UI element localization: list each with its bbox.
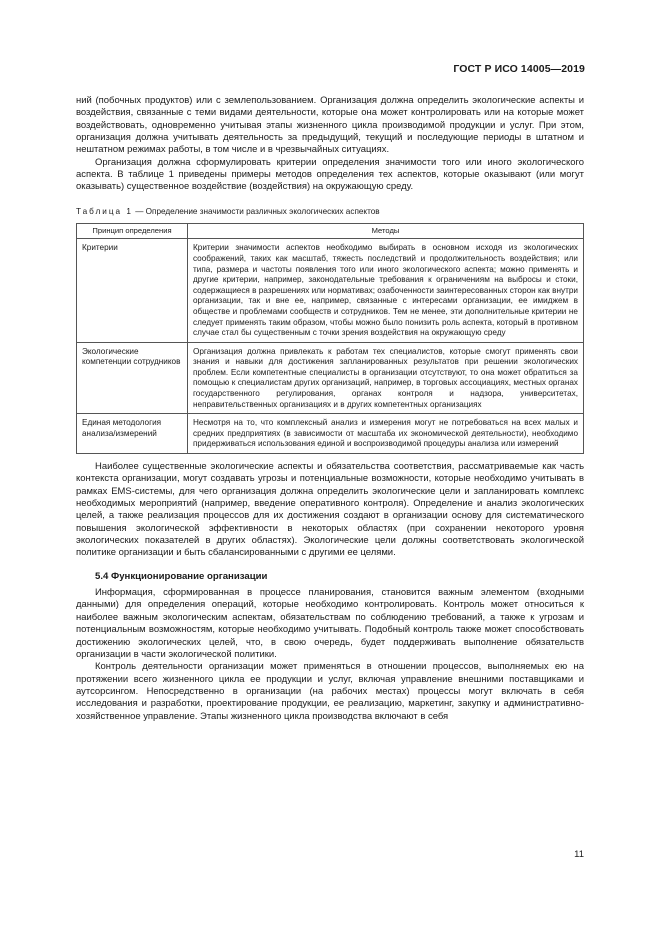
paragraph-criteria-intro: Организация должна сформулировать критерии определения значимости того или иного экологического аспекта. В таблице 1 приведены примеры методов определения тех аспектов, которые оказывают (или могут оказывать) существенное воздействие (воздействия) на окружающую среду.	[76, 156, 584, 193]
column-header-principle: Принцип определения	[77, 223, 188, 239]
table-cell-method: Несмотря на то, что комплексный анализ и измерения могут не потребоваться на всех малых и средних предприятиях (в зависимости от масштаба их экономической деятельности), необходимо придерживаться использования единой и воспроизводимой процедуры анализа или измерений	[188, 414, 584, 454]
table-cell-principle: Экологические компетенции сотрудников	[77, 342, 188, 414]
paragraph-continued: ний (побочных продуктов) или с землепользованием. Организация должна определить экологические аспекты и воздействия, связанные с теми видами деятельности, которые она может контролировать или на которые может воздействовать, одновременно учитывая этапы жизненного цикла производимой продукции и услуг. При этом, организация должна учитывать деятельность за предыдущий, текущий и последующие периоды в штатном и нештатном режимах работы, в том числе и в чрезвычайных ситуациях.	[76, 95, 584, 156]
document-body	[76, 95, 584, 723]
paragraph-after-table: Наиболее существенные экологические аспекты и обязательства соответствия, рассматриваемые как часть контекста организации, могут создавать угрозы и потенциальные возможности, которые необходимо учитывать в рамках EMS-системы, для чего организация должна определить экологические цели и запланировать комплекс необходимых мероприятий (например, введение оперативного контроля). Определение и анализ экологических целей, а также реализация процессов для их достижения создают в организации основу для систематического повышения экологической эффективности в некоторых областях (при сохранении некоторого уровня экологических показателей в других областях). Экологические цели должны соответствовать экологической политике организации и быть сбалансированными с другими ее целями.	[76, 461, 584, 559]
page-number: 11	[574, 849, 584, 860]
table-header-row	[77, 223, 584, 239]
table-cell-principle: Критерии	[77, 239, 188, 342]
table-caption-text: — Определение значимости различных экологических аспектов	[132, 206, 380, 216]
section-heading: 5.4 Функционирование организации	[95, 570, 268, 582]
document-id-header: ГОСТ Р ИСО 14005—2019	[453, 63, 585, 75]
table-row	[77, 414, 584, 454]
section-paragraph: Контроль деятельности организации может применяться в отношении процессов, выполняемых ею на протяжении всего жизненного цикла ее продукции и услуг, включая управление внешними поставщиками и аутсорсингом. Непосредственно в организации (на рабочих местах) процессы могут включать в себя исследования и разработки, проектирование продукции, ее реализацию, маркетинг, закупку и административно-хозяйственное управление. Этапы жизненного цикла производства включают в себя	[76, 661, 584, 722]
table-cell-method: Организация должна привлекать к работам тех специалистов, которые смогут применять свои знания и навыки для достижения запланированных результатов при решении экологических проблем. Если компетентные специалисты в организации отсутствуют, то она может обратиться за помощью к специалистам других организаций, например, в торговых ассоциациях, местных органах государственного регулирования, органах контроля и надзора, университетах, неправительственных организациях и в других компетентных организациях	[188, 342, 584, 414]
table-row	[77, 239, 584, 342]
table-cell-method: Критерии значимости аспектов необходимо выбирать в основном исходя из экологических соображений, таких как масштаб, тяжесть последствий и продолжительность воздействия; или типа, размера и частоты появления того или иного экологического аспекта; можно применять и другие критерии, например, законодательные требования к ограничениям на выбросы и стоки, содержащиеся в разрешениях или нормативах; озабоченности заинтересованных сторон как внутри организации, так и вне ее, например, связанные с интересами организации, ее имиджем в обществе и проблемами сообществ и сотрудников. Тем не менее, эти дополнительные критерии не следует применять таким образом, чтобы можно было понизить роль аспекта, который в противном случае стал бы существенным с точки зрения воздействия на окружающую среду	[188, 239, 584, 342]
table-caption-label: Таблица 1	[76, 206, 133, 216]
significance-table	[76, 223, 584, 454]
section-paragraph: Информация, сформированная в процессе планирования, становится важным элементом (входными данными) для определения операций, которые необходимо контролировать. Контроль может относиться к наиболее важным экологическим аспектам, обязательствам по соблюдению требований, а также к угрозам и потенциальным возможностям, которые необходимо учитывать. Подобный контроль также может способствовать достижению экологических целей, что, в свою очередь, будет поддерживать выполнение обязательств организации в части экологической политики.	[76, 587, 584, 660]
table-row	[77, 342, 584, 414]
table-caption	[76, 206, 584, 217]
column-header-methods: Методы	[188, 223, 584, 239]
table-cell-principle: Единая методология анализа/измерений	[77, 414, 188, 454]
